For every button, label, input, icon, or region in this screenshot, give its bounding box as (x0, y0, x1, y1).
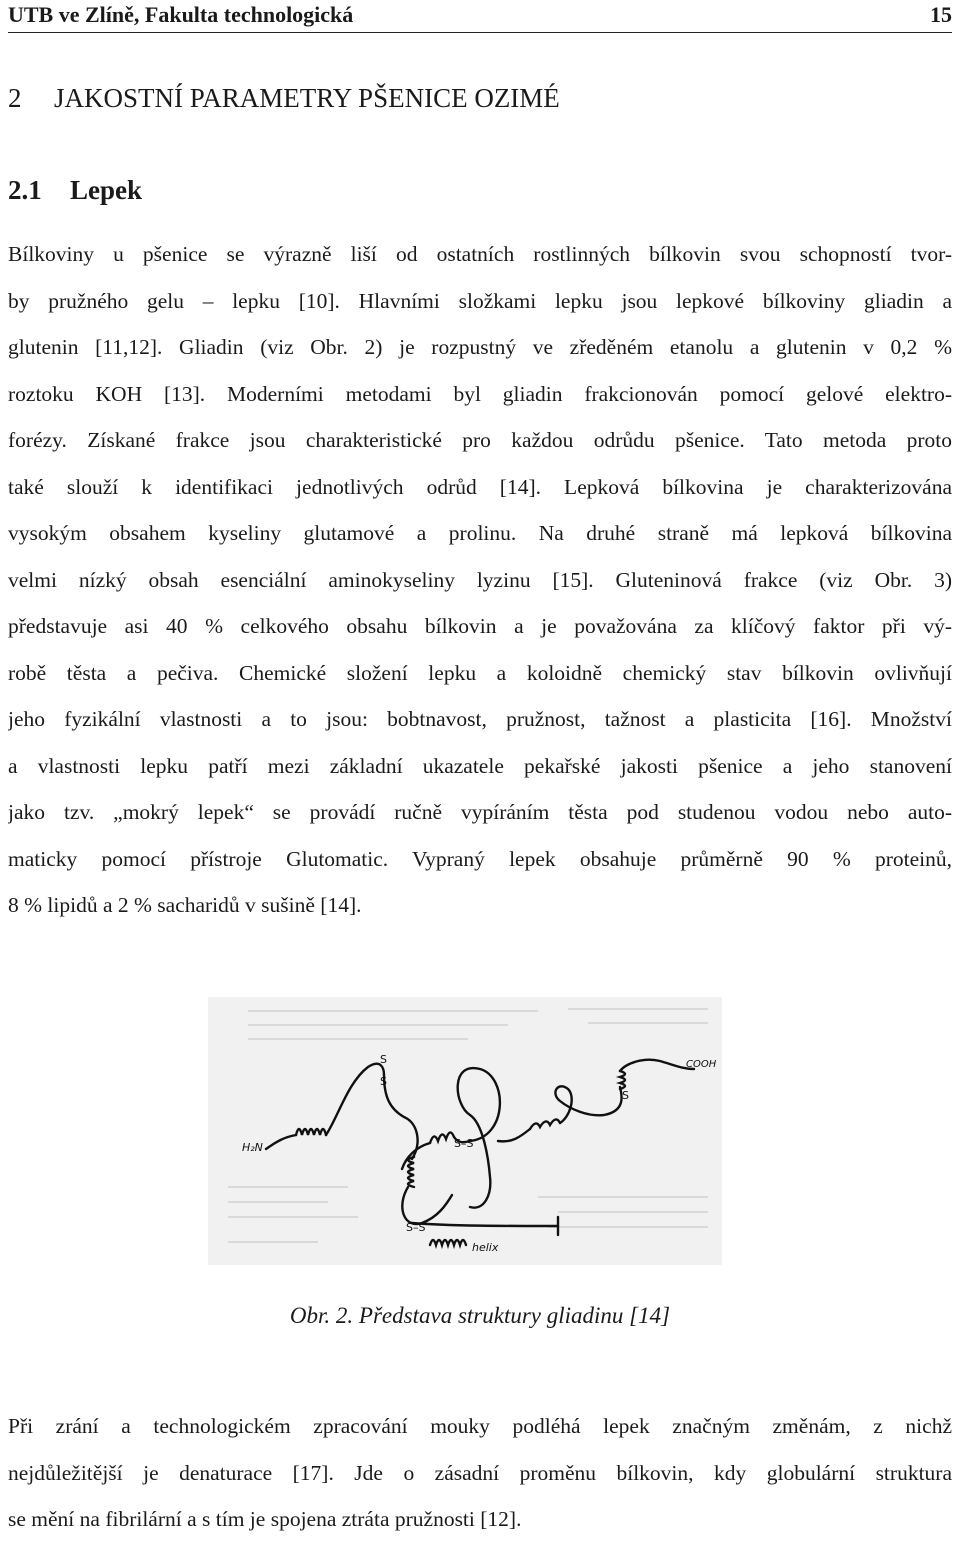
chapter-heading (8, 78, 560, 118)
text-line: jako tzv. „mokrý lepek“ se provádí ručně vypíráním těsta pod studenou vodou nebo auto- (8, 800, 952, 824)
text-line: 8 % lipidů a 2 % sacharidů v sušině [14]. (8, 893, 362, 917)
gliadin-structure-drawing (208, 997, 722, 1265)
text-line: se mění na fibrilární a s tím je spojena ztráta pružnosti [12]. (8, 1507, 522, 1531)
sulfur-label: S (380, 1075, 387, 1088)
text-line: velmi nízký obsah esenciální aminokyseliny lyzinu [15]. Gluteninová frakce (viz Obr. 3) (8, 567, 952, 592)
text-line: maticky pomocí přístroje Glutomatic. Vypraný lepek obsahuje průměrně 90 % proteinů, (8, 846, 952, 871)
text-line: by pružného gelu – lepku [10]. Hlavními složkami lepku jsou lepkové bílkoviny gliadin a (8, 288, 952, 313)
body-paragraph-2 (8, 1403, 952, 1543)
text-line: také slouží k identifikaci jednotlivých odrůd [14]. Lepková bílkovina je charakterizována (8, 474, 952, 499)
c-terminus-label: COOH (686, 1059, 717, 1070)
text-line: a vlastnosti lepku patří mezi základní ukazatele pekařské jakosti pšenice a jeho stanovení (8, 753, 952, 778)
gliadin-structure-figure (208, 997, 722, 1265)
text-line: nejdůležitější je denaturace [17]. Jde o zásadní proměnu bílkovin, kdy globulární struktura (8, 1460, 952, 1485)
header-institution: UTB ve Zlíně, Fakulta technologická (8, 2, 354, 27)
body-paragraph-1 (8, 231, 952, 929)
text-line: glutenin [11,12]. Gliadin (viz Obr. 2) je rozpustný ve zředěném etanolu a glutenin v 0,2 % (8, 335, 952, 359)
scan-show-through (228, 1009, 708, 1242)
chapter-number: 2 (8, 83, 22, 113)
section-title: Lepek (70, 175, 143, 205)
text-line: Při zrání a technologickém zpracování mouky podléhá lepek značným změnám, z nichž (8, 1414, 952, 1438)
section-number: 2.1 (8, 175, 42, 205)
n-terminus-label: H₂N (242, 1141, 263, 1154)
chapter-title: JAKOSTNÍ PARAMETRY PŠENICE OZIMÉ (54, 83, 560, 113)
helix-legend-label: helix (472, 1241, 499, 1254)
text-line: robě těsta a pečiva. Chemické složení lepku a koloidně chemický stav bílkovin ovlivňují (8, 660, 952, 685)
text-line: Bílkoviny u pšenice se výrazně liší od ostatních rostlinných bílkovin svou schopností tvor- (8, 242, 952, 266)
disulfide-bond-label: S–S (454, 1137, 474, 1150)
text-line: vysokým obsahem kyseliny glutamové a prolinu. Na druhé straně má lepková bílkovina (8, 521, 952, 545)
sulfur-label: S (380, 1053, 387, 1066)
sulfur-label: S (622, 1089, 629, 1102)
page-number: 15 (930, 2, 952, 27)
figure-caption: Obr. 2. Představa struktury gliadinu [14] (289, 1303, 671, 1328)
disulfide-bond-label: S–S (406, 1221, 426, 1234)
running-header (8, 0, 952, 33)
text-line: představuje asi 40 % celkového obsahu bílkovin a je považována za klíčový faktor při vý- (8, 614, 952, 638)
text-line: roztoku KOH [13]. Moderními metodami byl gliadin frakcionován pomocí gelové elektro- (8, 381, 952, 406)
text-line: forézy. Získané frakce jsou charakteristické pro každou odrůdu pšenice. Tato metoda proto (8, 428, 952, 452)
section-heading (8, 170, 142, 210)
text-line: jeho fyzikální vlastnosti a to jsou: bobtnavost, pružnost, tažnost a plasticita [16]. Množství (8, 707, 952, 731)
